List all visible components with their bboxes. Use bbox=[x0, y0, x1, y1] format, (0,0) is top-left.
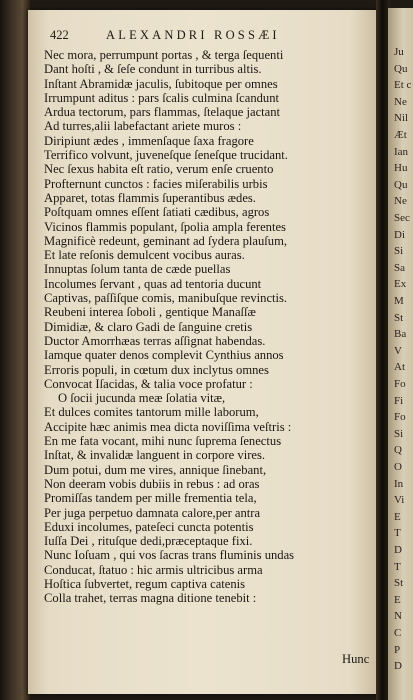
text-line: Conducat, ſtatuo : hic armis ultricibus arma bbox=[44, 562, 263, 577]
text-line: Apparet, totas flammis ſuperantibus ædes. bbox=[44, 190, 256, 205]
poem-text bbox=[44, 48, 378, 606]
facing-line-fragment: Si bbox=[394, 245, 404, 258]
text-line: Magnificè redeunt, geminant ad ſydera plauſum, bbox=[44, 233, 288, 248]
text-line: Hoſtica ſubvertet, regum captiva catenis bbox=[44, 576, 246, 591]
facing-line-fragment: C bbox=[394, 627, 402, 639]
facing-line-fragment: E bbox=[394, 510, 401, 523]
facing-line-fragment: Ne bbox=[394, 95, 407, 108]
text-line: Irrumpunt aditus : pars ſcalis culmina ſcandunt bbox=[44, 90, 280, 105]
text-line: Colla trahet, terras magna ditione tenebit : bbox=[44, 591, 257, 606]
text-line: Accipite hæc animis mea dicta noviſſima veſtris : bbox=[44, 419, 292, 434]
facing-line-fragment: At bbox=[394, 361, 405, 374]
facing-line-fragment: P bbox=[394, 643, 401, 656]
page-number: 422 bbox=[50, 28, 69, 42]
facing-line-fragment: D bbox=[394, 660, 402, 673]
text-line: Captivas, paſſiſque comis, manibuſque revinctis. bbox=[44, 291, 288, 306]
facing-line-fragment: T bbox=[394, 527, 401, 540]
facing-line-fragment: Fo bbox=[394, 378, 406, 390]
text-line: Profternunt cunctos : facies miſerabilis urbis bbox=[44, 176, 268, 191]
facing-line-fragment: Nil bbox=[394, 112, 409, 125]
facing-line-fragment: Ju bbox=[394, 46, 404, 58]
facing-line-fragment: Ex bbox=[394, 278, 407, 291]
text-line: Dant hoſti , & ſeſe condunt in turribus altis. bbox=[44, 62, 262, 77]
facing-line-fragment: St bbox=[394, 311, 404, 324]
facing-line-fragment: Sa bbox=[394, 261, 405, 274]
text-line: Iuſſa Dei , rituſque dedi,præceptaque fixi. bbox=[44, 534, 253, 549]
text-line: Dimidiæ, & claro Gadi de ſanguine cretis bbox=[44, 319, 253, 334]
running-title: ALEXANDRI ROSSÆI bbox=[106, 28, 280, 42]
facing-line-fragment: Qu bbox=[394, 178, 408, 191]
text-line: Non deeram vobis dubiis in rebus : ad oras bbox=[44, 476, 260, 491]
facing-line-fragment: V bbox=[394, 344, 402, 357]
text-line: Reubeni interea ſoboli , gentique Manaſſæ bbox=[44, 305, 256, 320]
facing-line-fragment: Sec bbox=[394, 212, 410, 224]
facing-line-fragment: St bbox=[394, 577, 404, 590]
text-line: Diripiunt ædes , immenſaque ſaxa fragore bbox=[44, 133, 254, 148]
facing-line-fragment: M bbox=[394, 295, 404, 307]
book-page bbox=[28, 10, 378, 694]
text-line: Et dulces comites tantorum mille laborum, bbox=[44, 405, 259, 420]
text-line: Eduxi incolumes, pateſeci cuncta potentis bbox=[44, 519, 254, 534]
facing-line-fragment: Ne bbox=[394, 195, 407, 208]
left-book-edge bbox=[0, 0, 30, 700]
text-line: Poſtquam omnes eſſent ſatiati cædibus, agros bbox=[44, 205, 270, 220]
catchword: Hunc bbox=[342, 652, 370, 666]
facing-page-edge bbox=[388, 8, 413, 700]
text-line: Nec ſexus habita eſt ratio, verum enſe cruento bbox=[44, 162, 274, 177]
running-header bbox=[50, 28, 370, 44]
text-line: O ſocii jucunda meæ ſolatia vitæ, bbox=[58, 391, 226, 406]
text-line: Nec mora, perrumpunt portas , & terga ſequenti bbox=[44, 48, 284, 62]
facing-line-fragment: O bbox=[394, 461, 402, 473]
facing-line-fragment: Vi bbox=[394, 494, 405, 507]
text-line: Inſtat, & invalidæ languent in corpore vires. bbox=[44, 448, 266, 463]
text-line: Per juga perpetuo damnata calore,per antra bbox=[44, 505, 261, 520]
text-line: Ardua tectorum, pars flammas, ſtelaque jactant bbox=[44, 105, 281, 120]
facing-line-fragment: D bbox=[394, 544, 402, 556]
facing-line-fragment: Æt bbox=[394, 129, 407, 141]
text-line: Iamque quater denos complevit Cynthius annos bbox=[44, 348, 284, 363]
text-line: En me fata vocant, mihi nunc ſuprema ſenectus bbox=[44, 434, 282, 449]
text-line: Ductor Amorrhæas terras aſſignat habendas. bbox=[44, 333, 266, 348]
text-line: Dum potui, dum me vires, annique ſinebant, bbox=[44, 462, 267, 477]
facing-line-fragment: Fi bbox=[394, 394, 404, 407]
text-line: Convocat Iſacidas, & talia voce profatur : bbox=[44, 376, 253, 391]
facing-line-fragment: Qu bbox=[394, 62, 408, 75]
facing-line-fragment: T bbox=[394, 560, 401, 573]
text-line: Nunc Ioſuam , qui vos ſacras trans fluminis undas bbox=[44, 548, 295, 563]
text-line: Ad turres,alii labefactant ariete muros : bbox=[44, 119, 242, 134]
facing-line-fragment: In bbox=[394, 477, 404, 490]
text-line: Vicinos flammis populant, ſpolia ampla ferentes bbox=[44, 219, 286, 234]
text-line: Incolumes ſervant , quas ad tentoria ducunt bbox=[44, 276, 262, 291]
facing-line-fragment: Ian bbox=[394, 145, 409, 158]
text-line: Promiſſas tandem per mille frementia tela, bbox=[44, 491, 257, 506]
facing-line-fragment: E bbox=[394, 593, 401, 606]
facing-line-fragment: Fo bbox=[394, 411, 406, 424]
text-line: Erroris populi, in cœtum dux inclytus omnes bbox=[44, 362, 269, 377]
facing-line-fragment: Ba bbox=[394, 328, 407, 341]
text-line: Terrifico volvunt, juveneſque ſeneſque trucidant. bbox=[44, 148, 288, 163]
text-line: Inſtant Abramidæ jaculis, ſubitoque per omnes bbox=[44, 76, 278, 91]
facing-line-fragment: N bbox=[394, 610, 402, 623]
facing-line-fragment: Di bbox=[394, 228, 405, 241]
text-line: Et late reſonis demulcent vocibus auras. bbox=[44, 248, 245, 263]
facing-line-fragment: Si bbox=[394, 427, 404, 440]
facing-line-fragment: Et c bbox=[394, 79, 412, 92]
facing-line-fragment: Q bbox=[394, 444, 402, 457]
facing-line-fragment: Hu bbox=[394, 162, 408, 175]
text-line: Innuptas ſolum tanta de cæde puellas bbox=[44, 262, 231, 277]
